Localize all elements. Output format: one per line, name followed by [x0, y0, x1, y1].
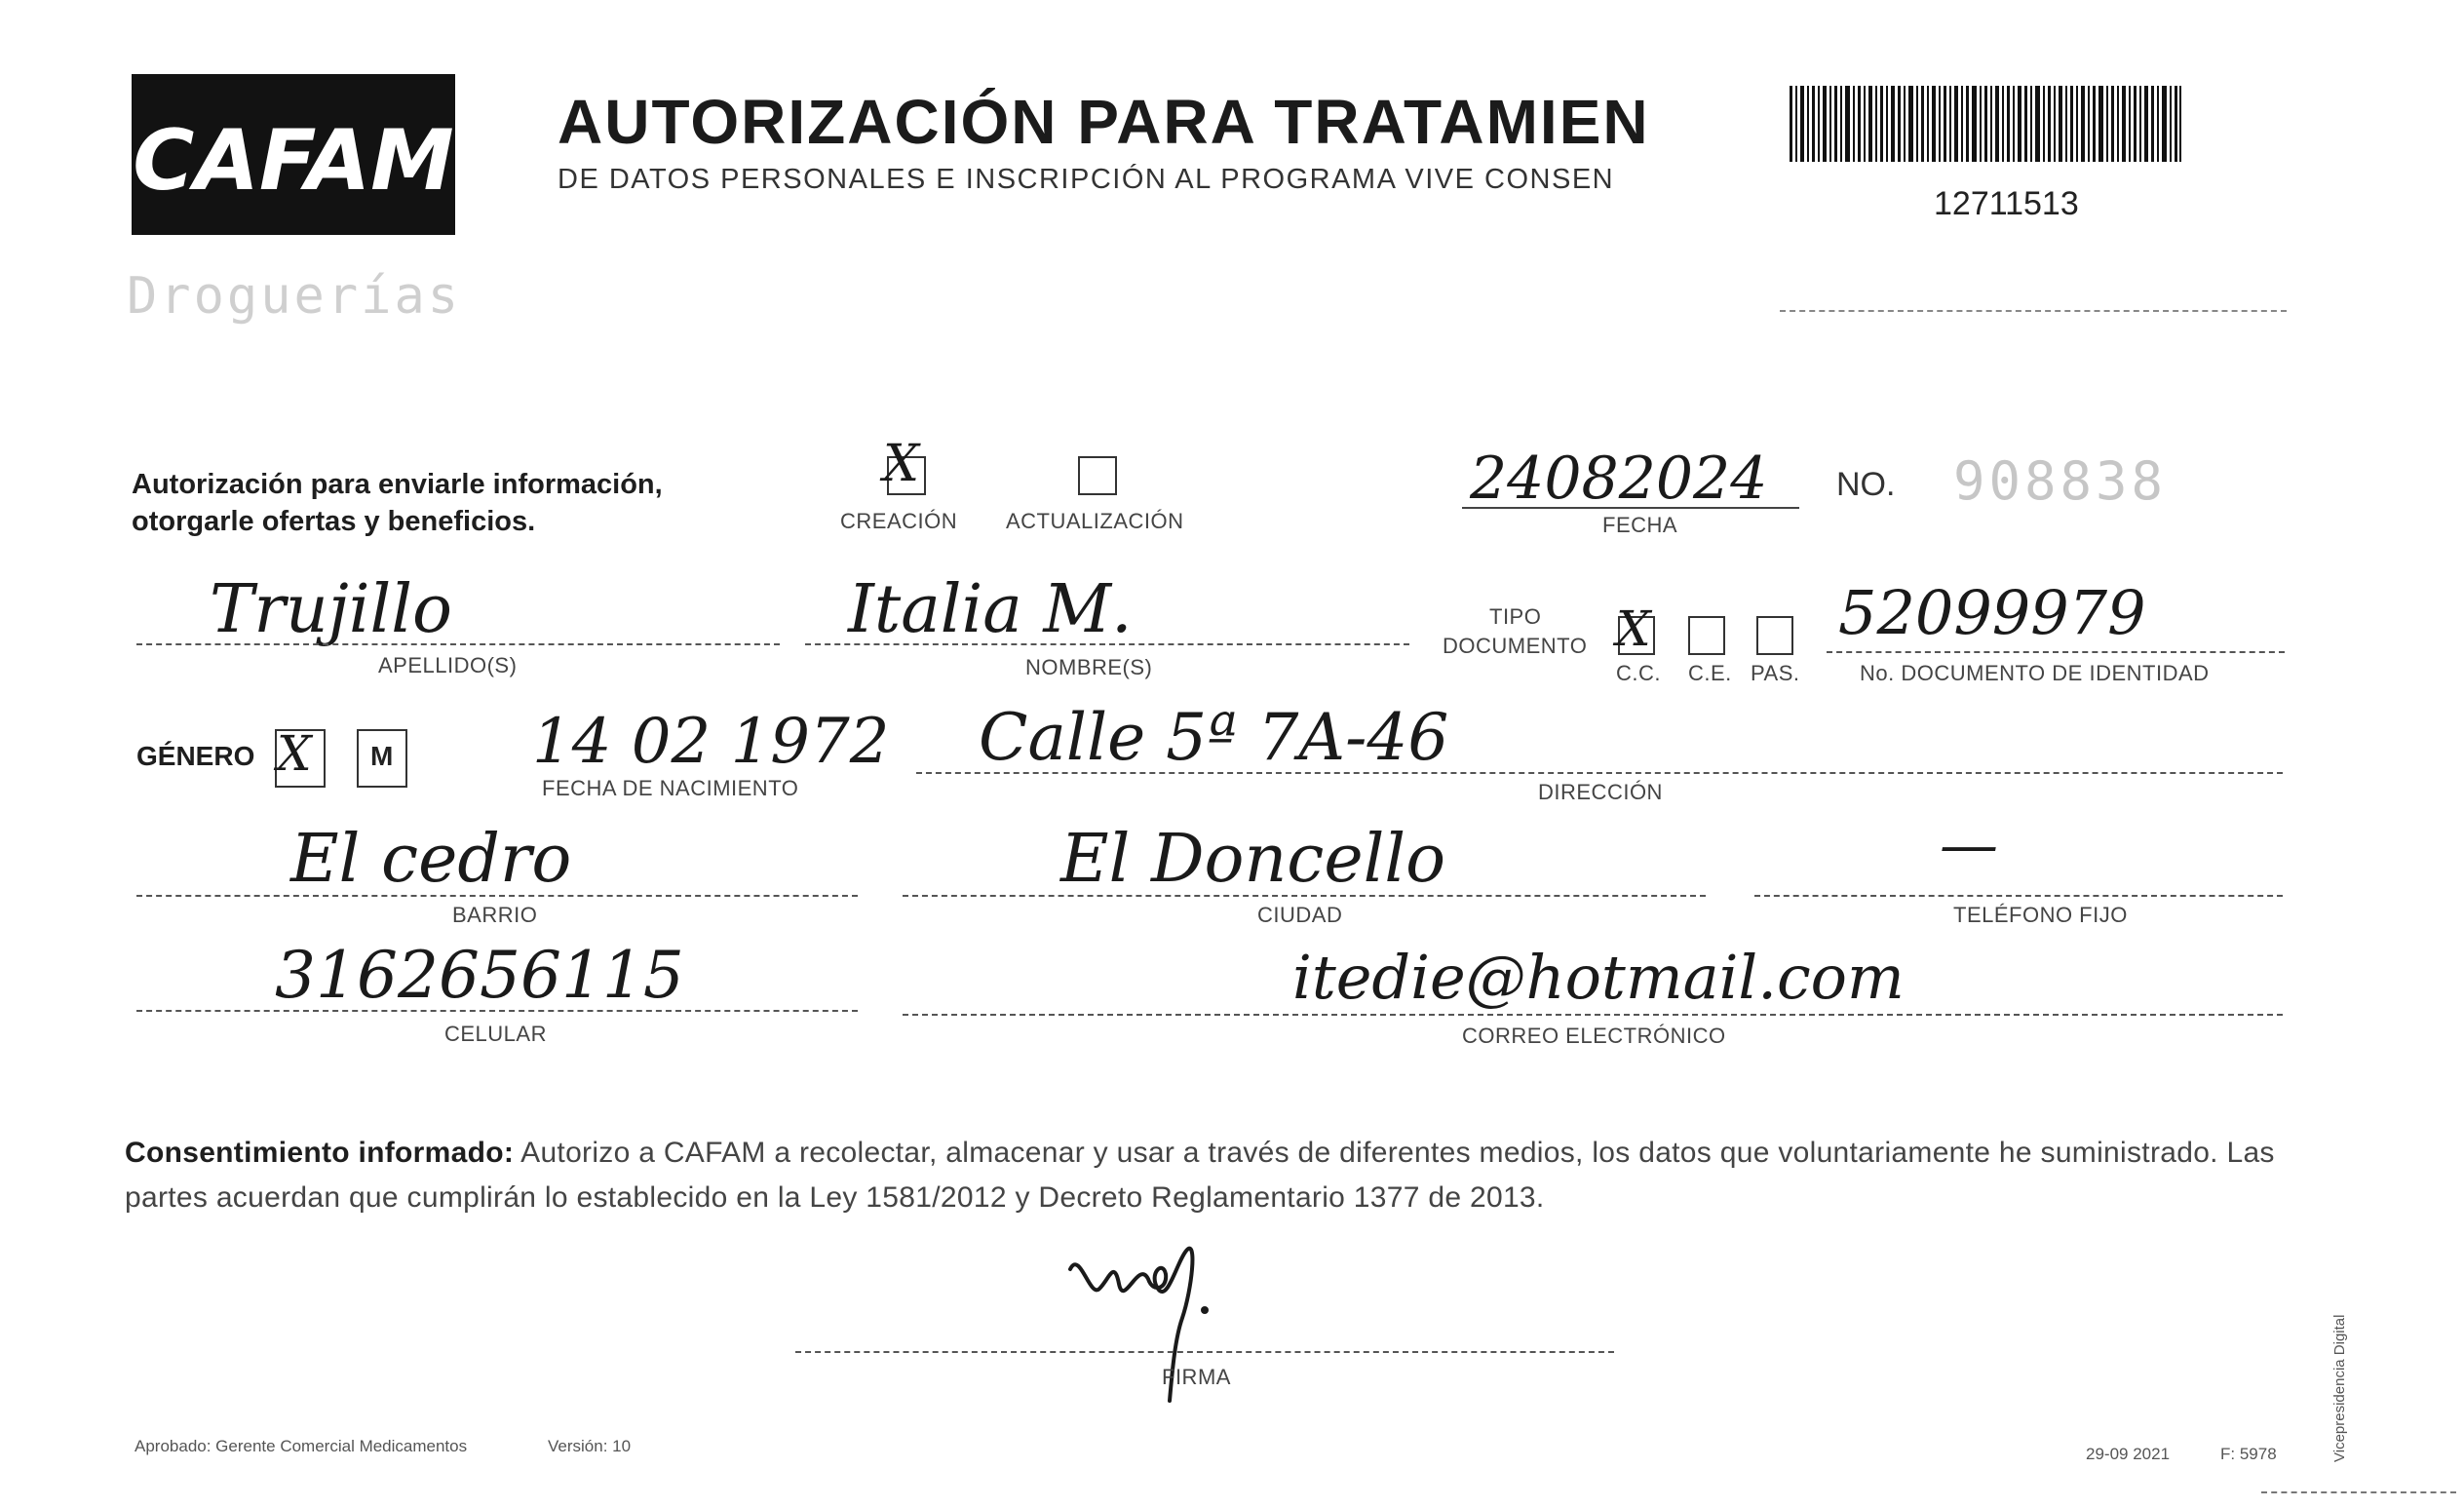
ciudad-label: CIUDAD — [1257, 903, 1343, 927]
apellidos-line — [136, 643, 780, 645]
nombres-label: NOMBRE(S) — [1025, 655, 1153, 679]
consent-paragraph — [125, 1131, 2289, 1220]
correo-line — [903, 1014, 2283, 1016]
nombres-line — [805, 643, 1409, 645]
consent-lead: Consentimiento informado: — [125, 1137, 515, 1169]
telefono-label: TELÉFONO FIJO — [1953, 903, 2128, 927]
celular-label: CELULAR — [444, 1022, 547, 1046]
creacion-label: CREACIÓN — [840, 509, 958, 533]
tipo-documento-label-1: TIPO — [1489, 604, 1542, 629]
authorization-line-1: Autorización para enviarle información, — [132, 469, 663, 500]
ciudad-line — [903, 895, 1706, 897]
no-value: 908838 — [1953, 450, 2168, 512]
fecha-nacimiento-value: 14 02 1972 — [532, 706, 890, 778]
direccion-label: DIRECCIÓN — [1538, 780, 1663, 804]
fecha-label: FECHA — [1602, 513, 1678, 537]
no-label: NO. — [1836, 466, 1896, 503]
actualizacion-checkbox[interactable] — [1078, 456, 1117, 495]
correo-label: CORREO ELECTRÓNICO — [1462, 1024, 1726, 1048]
barcode-number: 12711513 — [1934, 185, 2079, 222]
divider — [1780, 310, 2287, 312]
documento-value: 52099979 — [1838, 577, 2146, 648]
page-title: AUTORIZACIÓN PARA TRATAMIEN — [558, 87, 1650, 157]
celular-value: 3162656115 — [275, 938, 684, 1013]
creacion-mark: X — [883, 435, 920, 493]
logo-text: CAFAM — [133, 112, 454, 210]
fecha-value: 24082024 — [1470, 445, 1768, 513]
nombres-value: Italia M. — [848, 571, 1133, 648]
documento-label: No. DOCUMENTO DE IDENTIDAD — [1860, 661, 2210, 685]
barrio-line — [136, 895, 858, 897]
telefono-value: — — [1940, 811, 1998, 879]
cc-mark: X — [1616, 600, 1651, 657]
tipo-documento-label-2: DOCUMENTO — [1443, 634, 1588, 658]
correo-value: itedie@hotmail.com — [1292, 942, 1905, 1013]
direccion-value: Calle 5ª 7A-46 — [979, 700, 1449, 775]
genero-label: GÉNERO — [136, 741, 255, 771]
barcode — [1790, 86, 2181, 162]
ce-checkbox[interactable] — [1688, 616, 1725, 655]
celular-line — [136, 1010, 858, 1012]
footer-aprobado: Aprobado: Gerente Comercial Medicamentos — [135, 1437, 468, 1455]
pas-label: PAS. — [1751, 661, 1800, 685]
cafam-logo — [132, 74, 455, 235]
footer-vertical-text: Vicepresidencia Digital — [2331, 1314, 2348, 1462]
cc-label: C.C. — [1616, 661, 1661, 685]
authorization-line-2: otorgarle ofertas y beneficios. — [132, 506, 536, 537]
ciudad-value: El Doncello — [1060, 821, 1446, 898]
apellidos-value: Trujillo — [210, 571, 452, 648]
barrio-label: BARRIO — [452, 903, 538, 927]
ce-label: C.E. — [1688, 661, 1732, 685]
genero-m-label: M — [370, 741, 394, 771]
footer-divider — [2261, 1491, 2456, 1493]
footer-fecha: 29-09 2021 — [2086, 1445, 2171, 1463]
authorization-text — [132, 466, 814, 540]
signature-label: FIRMA — [1162, 1365, 1231, 1389]
apellidos-label: APELLIDO(S) — [378, 653, 518, 677]
barrio-value: El cedro — [290, 821, 572, 898]
direccion-line — [916, 772, 2283, 774]
fecha-line — [1462, 507, 1799, 509]
actualizacion-label: ACTUALIZACIÓN — [1006, 509, 1184, 533]
fecha-nacimiento-label: FECHA DE NACIMIENTO — [542, 776, 799, 800]
documento-line — [1827, 651, 2285, 653]
telefono-line — [1754, 895, 2283, 897]
page-subtitle: DE DATOS PERSONALES E INSCRIPCIÓN AL PROGRAMA VIVE CONSEN — [558, 164, 1615, 195]
footer-version: Versión: 10 — [548, 1437, 632, 1455]
signature-line — [795, 1351, 1614, 1353]
consent-text: Autorizo a CAFAM a recolectar, almacenar y usar a través de diferentes medios, los datos que voluntariamente he suministrado. Las partes acuerdan que cumplirán lo establecido en la Ley 1581/2012 y Decreto Reglamentario 1377 de 2013. — [125, 1137, 2275, 1214]
footer-codigo: F: 5978 — [2220, 1445, 2277, 1463]
genero-f-mark: X — [277, 725, 312, 782]
pas-checkbox[interactable] — [1756, 616, 1793, 655]
faded-stamp: Droguerías — [127, 267, 462, 326]
